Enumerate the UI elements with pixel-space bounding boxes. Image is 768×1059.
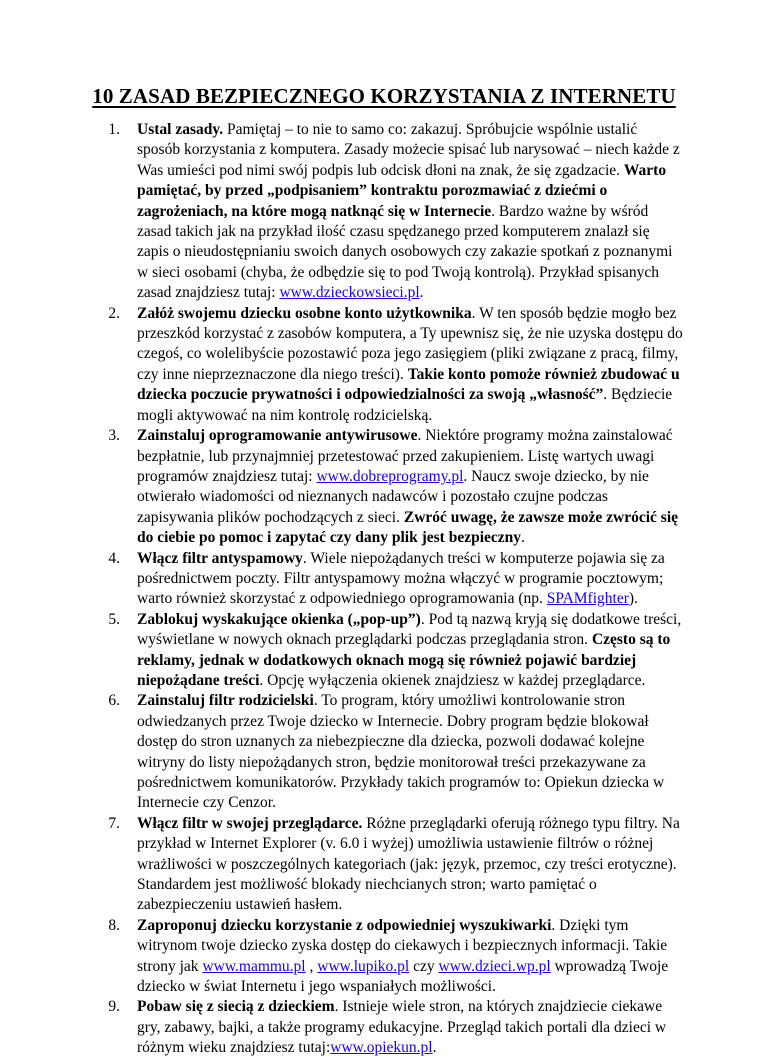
rule-number: 7. [108,814,120,832]
rule-text: Różne przeglądarki oferują różnego typu filtry. Na przykład w Internet Explorer (v. 6.0 i wyżej) umożliwia ustawienie filtrów o różnej wrażliwości w poszczególnych kategoriach (jak: język, przemoc, czy treści erotyczne). Standardem jest możliwość blokady niechcianych stron; warto pamiętać o zabezpieczeniu ustawień hasłem. [137,814,680,914]
rule-text: . Opcję wyłączenia okienek znajdziesz w każdej przeglądarce. [259,671,646,689]
rule-text: ). [628,590,638,608]
rule-emphasis: Włącz filtr w swojej przeglądarce. [137,814,363,832]
rule-emphasis: Ustal zasady. [137,121,224,138]
rule-text: wprowadzą Twoje dziecko w świat Internetu i jego wspaniałych możliwości. [137,957,669,996]
rule-text: . [432,1039,437,1057]
rule-text: czy [409,957,439,975]
rule-link[interactable]: www.dzieckowsieci.pl [279,284,420,302]
rule-link[interactable]: www.lupiko.pl [317,957,410,975]
rule-emphasis: Warto pamiętać, by przed „podpisaniem” kontraktu porozmawiać z dziećmi o zagrożeniach, na które mogą natknąć się w Internecie [137,161,667,220]
rule-text: . Wiele niepożądanych treści w komputerze pojawia się za pośrednictwem poczty. Filtr antyspamowy można włączyć w programie pocztowym; warto również skorzystać z odpowiedniego oprogramowania (np. [137,549,665,608]
rule-emphasis: Pobaw się z siecią z dzieckiem [137,998,335,1016]
rule-text: . [521,529,525,547]
rule-text: . W ten sposób będzie mogło bez przeszkód korzystać z zasobów komputera, a Ty upewnisz się, że nie uzyska dostępu do czegoś, co wolelibyście pozostawić poza jego zasięgiem (pliki związane z pracą, filmy, czy inne nieprzeznaczone dla niego treści). [137,304,683,383]
rule-emphasis: Zaproponuj dziecku korzystanie z odpowiedniej wyszukiwarki [137,916,552,934]
rule-emphasis: Zwróć uwagę, że zawsze może zwrócić się do ciebie po pomoc i zapytać czy dany plik jest bezpieczny [137,508,679,547]
rules-list [100,120,684,1059]
rule-link[interactable]: www.dzieci.wp.pl [438,957,551,975]
rule-item [100,304,684,426]
rule-number: 2. [108,304,120,322]
rule-item [100,916,684,998]
rule-text: Pamiętaj – to nie to samo co: zakazuj. Spróbujcie wspólnie ustalić sposób korzystania z komputera. Zasady możecie spisać lub narysować – niech każde z Was umieści pod nimi swój podpis lub odcisk dłoni na znak, że się zgadzacie. [137,121,680,179]
rule-emphasis: Zainstaluj oprogramowanie antywirusowe [137,427,418,445]
rule-item [100,549,684,610]
rule-link[interactable]: www.mammu.pl [202,957,306,975]
rule-item [100,691,684,813]
rule-link[interactable]: www.dobreprogramy.pl [316,467,464,485]
rule-item [100,120,684,304]
rule-text: . Naucz swoje dziecko, by nie otwierało wiadomości od nieznanych nadawców i pozostało czujne podczas zapisywania plików pochodzących z sieci. [137,467,649,526]
rule-number: 9. [108,998,120,1016]
rule-text: . Dzięki tym witrynom twoje dziecko zyska dostęp do ciekawych i bezpiecznych informacji. Takie strony jak [137,916,668,975]
rule-text: . Bardzo ważne by wśród zasad takich jak na przykład ilość czasu spędzanego przed komputerem znalazł się zapis o nieudostępnianiu swoich danych osobowych czy zakazie spotkań z poznanymi w sieci osobami (chyba, że odbędzie się to pod Twoją kontrolą). Przykład spisanych zasad znajdziesz tutaj: [137,202,673,302]
rule-emphasis: Zablokuj wyskakujące okienka („pop-up”) [137,610,421,628]
rule-item [100,997,684,1058]
rule-item [100,610,684,692]
rule-item [100,426,684,548]
rule-number: 1. [108,121,120,138]
rule-text: . Istnieje wiele stron, na których znajdziecie ciekawe gry, zabawy, bajki, a także programy edukacyjne. Przegląd takich portali dla dzieci w różnym wieku znajdziesz tutaj: [137,998,667,1057]
page-title: 10 ZASAD BEZPIECZNEGO KORZYSTANIA Z INTERNETU [92,84,676,108]
rule-item [100,814,684,916]
rule-link[interactable]: SPAMfighter [546,590,629,608]
rule-link[interactable]: www.opiekun.pl [330,1039,433,1057]
rule-text: . Pod tą nazwą kryją się dodatkowe treści, wyświetlane w nowych oknach przeglądarki podczas przeglądania stron. [137,610,682,649]
rule-emphasis: Załóż swojemu dziecku osobne konto użytkownika [137,304,472,322]
rule-number: 4. [108,549,120,567]
rule-text: . Niektóre programy można zainstalować bezpłatnie, lub przynajmniej przetestować przed zakupieniem. Listę wartych uwagi programów znajdziesz tutaj: [137,427,673,485]
rule-text: . [419,284,424,302]
rule-emphasis: Zainstaluj filtr rodzicielski [137,692,314,710]
rule-text: . To program, który umożliwi kontrolowanie stron odwiedzanych przez Twoje dziecko w Internecie. Dobry program będzie blokował dostęp do stron uznanych za niebezpieczne dla dziecka, pozwoli dodawać kolejne witryny do listy niepożądanych stron, będzie monitorował treści przekazywane za pośrednictwem komunikatorów. Przykłady takich programów to: Opiekun dziecka w Internecie czy Cenzor. [137,692,665,812]
rule-number: 5. [108,610,120,628]
rule-emphasis: Często są to reklamy, jednak w dodatkowych oknach mogą się również pojawić bardziej niepożądane treści [137,631,671,689]
rule-number: 8. [108,916,120,934]
rule-number: 3. [108,427,120,445]
rule-number: 6. [108,692,120,710]
rule-text: , [305,957,318,975]
rule-text: . Będziecie mogli aktywować na nim kontrolę rodzicielską. [137,386,673,424]
rule-emphasis: Włącz filtr antyspamowy [137,549,303,567]
rule-emphasis: Takie konto pomoże również zbudować u dziecka poczucie prywatności i odpowiedzialności za swoją „własność” [137,365,680,404]
